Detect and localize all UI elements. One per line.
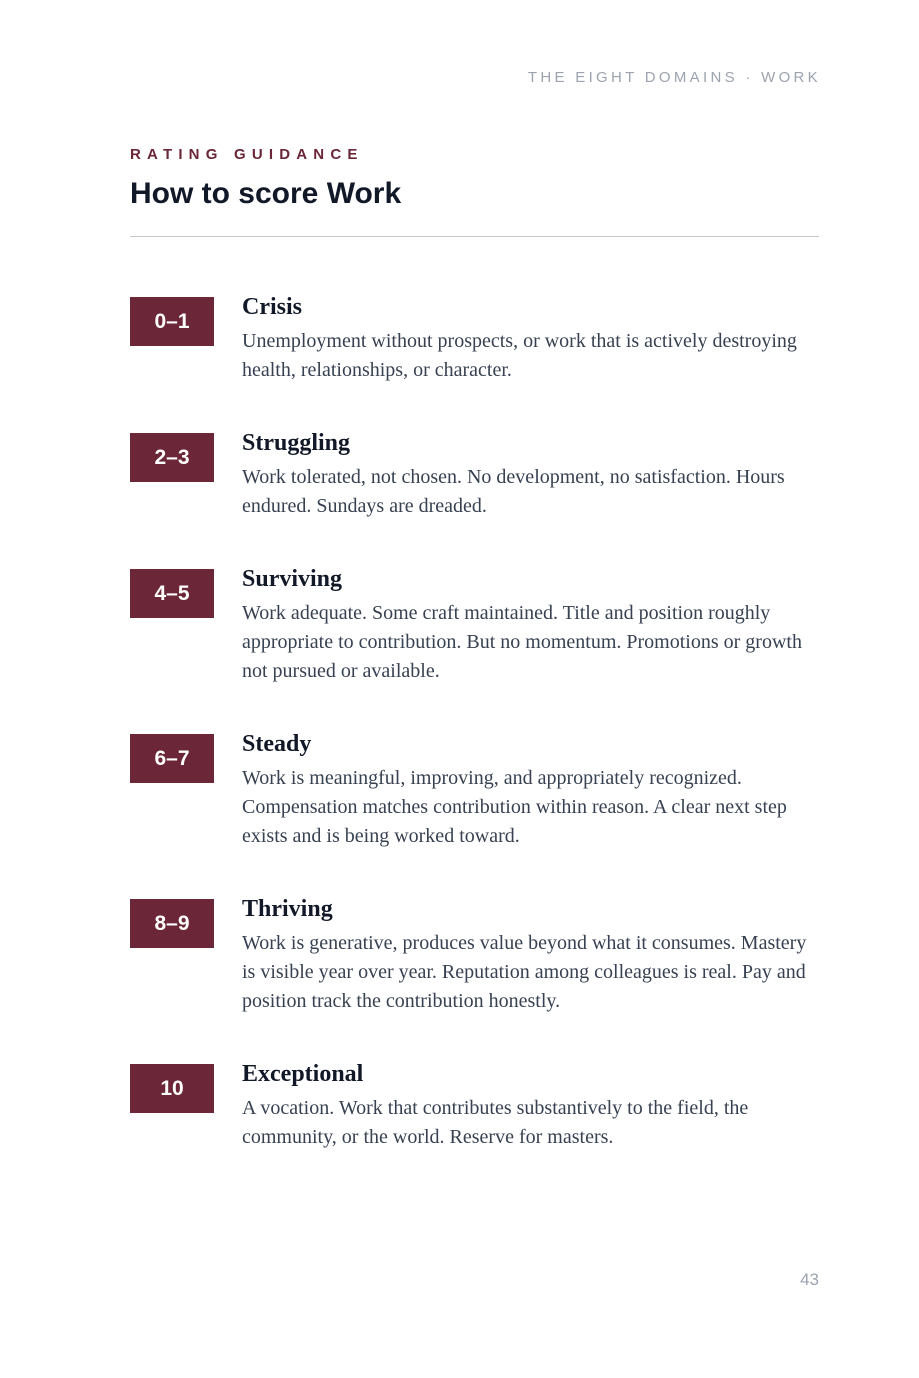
page-title: How to score Work — [130, 177, 402, 210]
level-description: Work is generative, produces value beyond what it consumes. Mastery is visible year over year. Reputation among colleagues is real. Pay and position track the contribution honestly. — [242, 932, 807, 1012]
score-range-badge: 6–7 — [130, 734, 214, 783]
title-divider — [130, 236, 819, 237]
running-head: THE EIGHT DOMAINS · WORK — [527, 69, 821, 86]
section-eyebrow: RATING GUIDANCE — [130, 146, 364, 163]
rating-level-exceptional — [130, 1060, 819, 1152]
score-range-badge: 10 — [130, 1064, 214, 1113]
level-name: Crisis — [242, 294, 302, 320]
level-description: Work adequate. Some craft maintained. Title and position roughly appropriate to contribution. But no momentum. Promotions or growth not pursued or available. — [242, 602, 802, 682]
level-text — [242, 565, 819, 686]
score-range-badge: 0–1 — [130, 297, 214, 346]
level-text — [242, 895, 819, 1016]
level-description: A vocation. Work that contributes substantively to the field, the community, or the world. Reserve for masters. — [242, 1097, 749, 1148]
rating-levels-list — [130, 293, 819, 1196]
level-name: Surviving — [242, 566, 343, 592]
rating-level-steady — [130, 730, 819, 851]
level-description: Work is meaningful, improving, and appropriately recognized. Compensation matches contribution within reason. A clear next step exists and is being worked toward. — [242, 767, 787, 847]
level-description: Work tolerated, not chosen. No development, no satisfaction. Hours endured. Sundays are dreaded. — [242, 466, 785, 517]
score-range-badge: 2–3 — [130, 433, 214, 482]
level-description: Unemployment without prospects, or work that is actively destroying health, relationships, or character. — [242, 330, 797, 381]
rating-level-crisis — [130, 293, 819, 385]
level-text — [242, 730, 819, 851]
level-name: Steady — [242, 731, 312, 757]
level-text — [242, 1060, 819, 1152]
level-text — [242, 429, 819, 521]
level-name: Exceptional — [242, 1061, 364, 1087]
rating-level-thriving — [130, 895, 819, 1016]
level-name: Struggling — [242, 430, 351, 456]
rating-level-struggling — [130, 429, 819, 521]
score-range-badge: 4–5 — [130, 569, 214, 618]
level-name: Thriving — [242, 896, 333, 922]
level-text — [242, 293, 819, 385]
rating-level-surviving — [130, 565, 819, 686]
page-number: 43 — [800, 1270, 819, 1289]
score-range-badge: 8–9 — [130, 899, 214, 948]
